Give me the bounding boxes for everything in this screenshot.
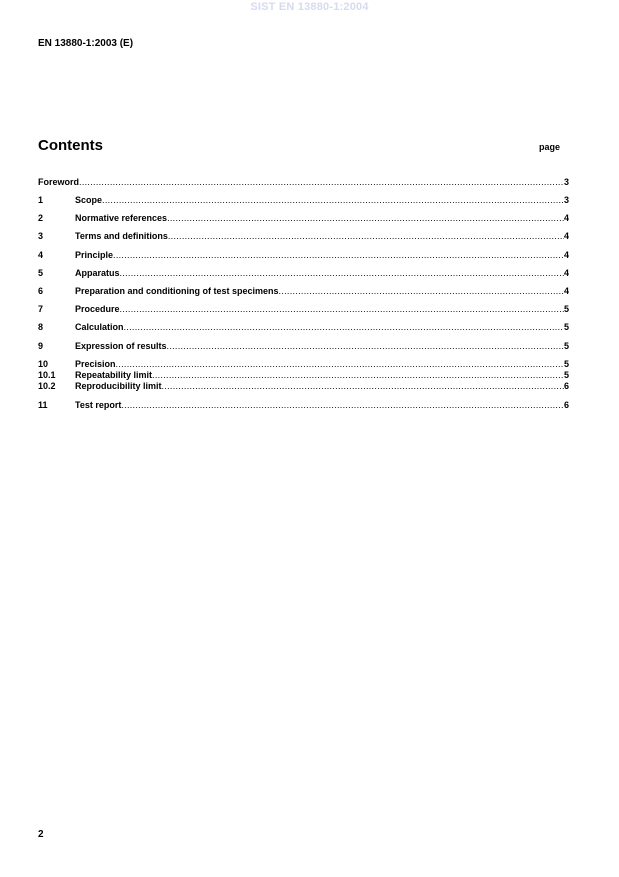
- toc-entry-procedure[interactable]: [38, 304, 569, 315]
- toc-entry-principle[interactable]: [38, 250, 569, 261]
- toc-dot-leader: [168, 231, 564, 242]
- toc-entry-title: Scope: [75, 195, 103, 205]
- toc-entry-number: 1: [38, 195, 44, 205]
- toc-dot-leader: [167, 341, 564, 352]
- watermark: SIST EN 13880-1:2004: [250, 1, 369, 13]
- toc-entry-page: 4: [563, 268, 569, 278]
- toc-entry-page: 5: [563, 359, 569, 369]
- toc-entry-page: 4: [563, 213, 569, 223]
- contents-heading: Contents: [38, 137, 103, 154]
- toc-entry-foreword[interactable]: [38, 177, 569, 188]
- toc-entry-title: Reproducibility limit: [75, 381, 162, 391]
- toc-entry-page: 6: [563, 381, 569, 391]
- toc-entry-number: 7: [38, 304, 44, 314]
- toc-dot-leader: [102, 195, 564, 206]
- toc-entry-page: 3: [563, 177, 569, 187]
- toc-dot-leader: [152, 370, 564, 381]
- toc-entry-terms-and-definitions[interactable]: [38, 231, 569, 242]
- toc-entry-number: 5: [38, 268, 44, 278]
- toc-entry-title: Calculation: [75, 322, 124, 332]
- toc-entry-number: 3: [38, 231, 44, 241]
- toc-entry-title: Foreword: [38, 177, 80, 187]
- toc-entry-reproducibility-limit[interactable]: [38, 381, 569, 392]
- toc-dot-leader: [79, 177, 564, 188]
- toc-entry-number: 10.2: [38, 381, 56, 391]
- toc-entry-page: 5: [563, 370, 569, 380]
- toc-dot-leader: [162, 381, 564, 392]
- toc-dot-leader: [167, 213, 564, 224]
- toc-entry-calculation[interactable]: [38, 322, 569, 333]
- toc-entry-apparatus[interactable]: [38, 268, 569, 279]
- toc-entry-scope[interactable]: [38, 195, 569, 206]
- toc-entry-page: 5: [563, 341, 569, 351]
- toc-entry-expression-of-results[interactable]: [38, 341, 569, 352]
- toc-dot-leader: [116, 359, 564, 370]
- toc-entry-number: 10: [38, 359, 49, 369]
- toc-entry-precision[interactable]: [38, 359, 569, 370]
- toc-entry-page: 5: [563, 322, 569, 332]
- toc-entry-title: Expression of results: [75, 341, 167, 351]
- toc-dot-leader: [120, 304, 564, 315]
- toc-entry-page: 4: [563, 286, 569, 296]
- toc-entry-title: Procedure: [75, 304, 120, 314]
- toc-entry-page: 3: [563, 195, 569, 205]
- toc-dot-leader: [120, 268, 564, 279]
- toc-dot-leader: [124, 322, 564, 333]
- toc-entry-title: Test report: [75, 400, 122, 410]
- page-column-label: page: [539, 142, 561, 152]
- page-number: 2: [38, 829, 44, 840]
- toc-entry-number: 9: [38, 341, 44, 351]
- toc-entry-page: 4: [563, 250, 569, 260]
- toc-entry-number: 11: [38, 400, 48, 410]
- toc-dot-leader: [279, 286, 564, 297]
- toc-entry-number: 4: [38, 250, 44, 260]
- toc-entry-page: 6: [563, 400, 569, 410]
- document-identifier: EN 13880-1:2003 (E): [38, 38, 134, 49]
- toc-entry-test-report[interactable]: [38, 400, 569, 411]
- toc-entry-title: Repeatability limit: [75, 370, 153, 380]
- toc-entry-title: Preparation and conditioning of test specimens: [75, 286, 279, 296]
- toc-entry-title: Apparatus: [75, 268, 120, 278]
- toc-entry-number: 2: [38, 213, 44, 223]
- toc-entry-title: Principle: [75, 250, 114, 260]
- toc-entry-normative-references[interactable]: [38, 213, 569, 224]
- toc-entry-page: 4: [563, 231, 569, 241]
- toc-entry-repeatability-limit[interactable]: [38, 370, 569, 381]
- toc-entry-number: 8: [38, 322, 44, 332]
- toc-entry-title: Precision: [75, 359, 116, 369]
- toc-entry-page: 5: [563, 304, 569, 314]
- toc-entry-number: 10.1: [38, 370, 56, 380]
- toc-entry-number: 6: [38, 286, 44, 296]
- toc-entry-preparation[interactable]: [38, 286, 569, 297]
- toc-dot-leader: [121, 400, 564, 411]
- toc-entry-title: Terms and definitions: [75, 231, 168, 241]
- toc-entry-title: Normative references: [75, 213, 168, 223]
- toc-dot-leader: [113, 250, 564, 261]
